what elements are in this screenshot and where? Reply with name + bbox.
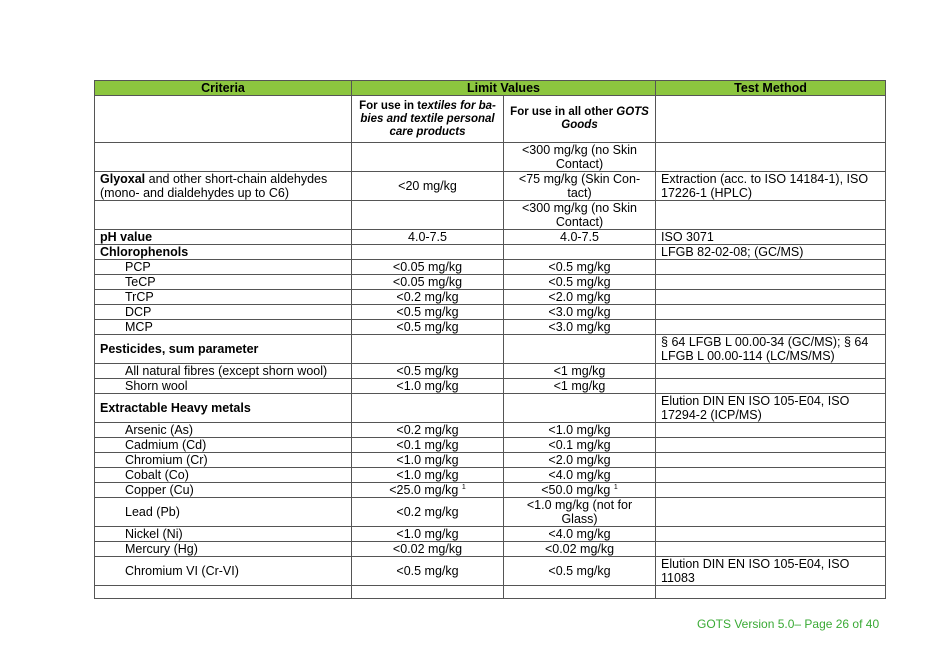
table-row: <300 mg/kg (no Skin Contact) [95, 143, 886, 172]
table-row: Chlorophenols LFGB 82-02-08; (GC/MS) [95, 245, 886, 260]
subheader-babies: For use in textiles for ba-bies and textile personal care products [352, 96, 504, 143]
table-header-row [95, 81, 886, 96]
table-row: pH value 4.0-7.5 4.0-7.5 ISO 3071 [95, 230, 886, 245]
subheader-other: For use in all other GOTS Goods [504, 96, 656, 143]
table-row: Shorn wool <1.0 mg/kg <1 mg/kg [95, 379, 886, 394]
limit-values-table [94, 80, 886, 599]
glyoxal-label: Glyoxal and other short-chain aldehydes (mono- and dialdehydes up to C6) [95, 172, 352, 201]
table-row [95, 586, 886, 599]
table-row: Cadmium (Cd) <0.1 mg/kg <0.1 mg/kg [95, 438, 886, 453]
table-row: PCP <0.05 mg/kg <0.5 mg/kg [95, 260, 886, 275]
header-criteria: Criteria [95, 81, 352, 96]
header-test-method: Test Method [656, 81, 886, 96]
table-row: <300 mg/kg (no Skin Contact) [95, 201, 886, 230]
table-row: Chromium (Cr) <1.0 mg/kg <2.0 mg/kg [95, 453, 886, 468]
table-row: Nickel (Ni) <1.0 mg/kg <4.0 mg/kg [95, 527, 886, 542]
table-row: Mercury (Hg) <0.02 mg/kg <0.02 mg/kg [95, 542, 886, 557]
table-row: TeCP <0.05 mg/kg <0.5 mg/kg [95, 275, 886, 290]
table-row: MCP <0.5 mg/kg <3.0 mg/kg [95, 320, 886, 335]
header-limit-values: Limit Values [352, 81, 656, 96]
page-footer: GOTS Version 5.0– Page 26 of 40 [697, 617, 880, 631]
table-row: Glyoxal and other short-chain aldehydes (mono- and dialdehydes up to C6) <20 mg/kg <75 mg/kg (Skin Con-tact) Extraction (acc. to ISO 14184-1), ISO 17226-1 (HPLC) [95, 172, 886, 201]
table-row: Lead (Pb) <0.2 mg/kg <1.0 mg/kg (not for Glass) [95, 498, 886, 527]
footnote-marker: 1 [461, 483, 466, 491]
table-row: TrCP <0.2 mg/kg <2.0 mg/kg [95, 290, 886, 305]
footnote-marker: 1 [613, 483, 618, 491]
table-row: Copper (Cu) <25.0 mg/kg $^1$ <50.0 mg/kg $^1$ [95, 483, 886, 498]
table-row: Pesticides, sum parameter § 64 LFGB L 00.00-34 (GC/MS); § 64 LFGB L 00.00-114 (LC/MS/MS) [95, 335, 886, 364]
table-row: Chromium VI (Cr-VI) <0.5 mg/kg <0.5 mg/kg Elution DIN EN ISO 105-E04, ISO 11083 [95, 557, 886, 586]
subheader-row [95, 96, 886, 143]
table-row: Arsenic (As) <0.2 mg/kg <1.0 mg/kg [95, 423, 886, 438]
table-row: Cobalt (Co) <1.0 mg/kg <4.0 mg/kg [95, 468, 886, 483]
table-row: All natural fibres (except shorn wool) <0.5 mg/kg <1 mg/kg [95, 364, 886, 379]
table-row: Extractable Heavy metals Elution DIN EN ISO 105-E04, ISO 17294-2 (ICP/MS) [95, 394, 886, 423]
table-row: DCP <0.5 mg/kg <3.0 mg/kg [95, 305, 886, 320]
